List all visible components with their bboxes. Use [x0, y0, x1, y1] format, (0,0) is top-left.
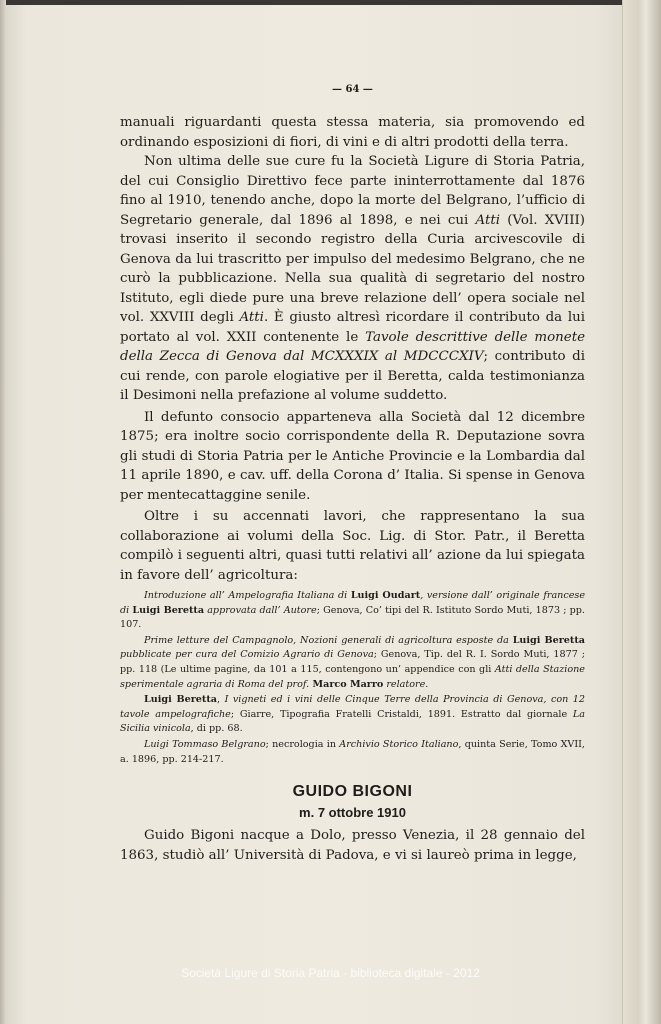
bibliography-entry: Introduzione all’ Ampelografia Italiana di Luigi Oudart, versione dall’ originale francese di Luigi Beretta approvata dall’ Autore; Genova, Co’ tipi del R. Istituto Sordo Muti, 1873 ; pp. 107. — [120, 590, 586, 631]
paragraph-3: Il defunto consocio apparteneva alla Società dal 12 dicembre 1875; era inoltre socio corrispondente della R. Deputazione sovra gli studi di Storia Patria per le Antiche Provincie e la Lombardia dal 11 aprile 1890, e cav. uff. della Corona d’ Italia. Si spense in Genova per mentecattaggine senile. — [120, 409, 585, 503]
section-subheading: m. 7 ottobre 1910 — [299, 805, 406, 821]
right-page-edge — [622, 0, 661, 1024]
section-heading: GUIDO BIGONI — [292, 783, 413, 801]
page-content — [120, 84, 585, 865]
paragraph-2: Non ultima delle sue cure fu la Società Ligure di Storia Patria, del cui Consiglio Direttivo fece parte ininterrottamente dal 1876 fino al 1910, tenendo anche, dopo la morte del Belgrano, l’ufficio di Segretario generale, dal 1896 al 1898, e nei cui Atti (Vol. XVIII) trovasi inserito il secondo registro della Curia arcivescovile di Genova da lui trascritto per impulso del medesimo Belgrano, che ne curò la pubblicazione. Nella sua qualità di segretario del nostro Istituto, egli diede pure una breve relazione dell’ opera sociale nel vol. XXVIII degli Atti. È giusto altresì ricordare il contributo da lui portato al vol. XXII contenente le Tavole descrittive delle monete della Zecca di Genova dal MCXXXIX al MDCCCXIV; contributo di cui rende, con parole elogiative per il Beretta, calda testimonianza il Desimoni nella prefazione al volume suddetto. — [120, 154, 586, 403]
paragraph-4: Oltre i su accennati lavori, che rappresentano la sua collaborazione ai volumi della Soc. Lig. di Stor. Patr., il Beretta compilò i seguenti altri, quasi tutti relativi all’ azione da lui spiegata in favore dell’ agricoltura: — [120, 509, 585, 583]
paragraph-5: Guido Bigoni nacque a Dolo, presso Venezia, il 28 gennaio del 1863, studiò all’ Università di Padova, e vi si laureò prima in legge, — [120, 828, 585, 863]
bibliography-entry: Luigi Beretta, I vigneti ed i vini delle Cinque Terre della Provincia di Genova, con 12 tavole ampelografiche; Giarre, Tipografia Fratelli Cristaldi, 1891. Estratto dal giornale La Sicilia vinicola, di pp. 68. — [120, 694, 586, 735]
page-number: — 64 — — [332, 84, 373, 95]
top-edge — [0, 0, 661, 5]
paragraph-1: manuali riguardanti questa stessa materia, sia promovendo ed ordinando esposizioni di fiori, di vini e di altri prodotti della terra. — [120, 115, 585, 150]
bibliography-list — [120, 589, 585, 767]
watermark: Società Ligure di Storia Patria - biblioteca digitale - 2012 — [181, 966, 480, 980]
bibliography-entry: Prime letture del Campagnolo, Nozioni generali di agricoltura esposte da Luigi Beretta pubblicate per cura del Comizio Agrario di Genova; Genova, Tip. del R. I. Sordo Muti, 1877 ; pp. 118 (Le ultime pagine, da 101 a 115, contengono un’ appendice con gli Atti della Stazione sperimentale agraria di Roma del prof. Marco Marro relatore. — [120, 634, 586, 690]
left-page-edge — [0, 0, 6, 1024]
bibliography-entry: Luigi Tommaso Belgrano; necrologia in Archivio Storico Italiano, quinta Serie, Tomo XVII, a. 1896, pp. 214-217. — [120, 738, 585, 765]
